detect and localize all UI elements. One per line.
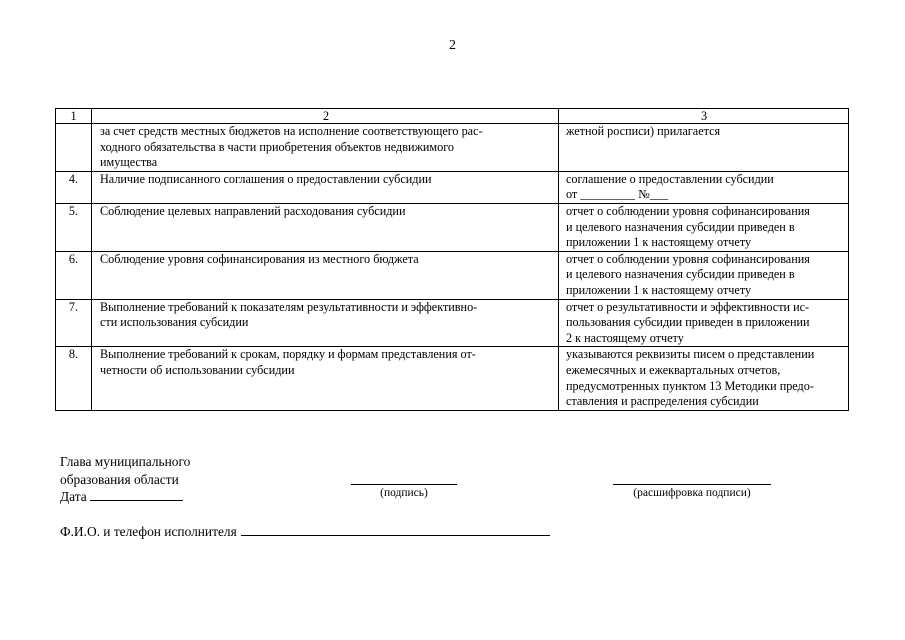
table-row	[56, 203, 849, 251]
date-field[interactable]	[90, 487, 183, 501]
requirement-text-line: Выполнение требований к срокам, порядку и формам представления от-	[100, 347, 476, 362]
document-text-line: указываются реквизиты писем о представлении	[566, 347, 815, 362]
document-text-line: приложении 1 к настоящему отчету	[566, 235, 752, 250]
requirement-text-line: Соблюдение уровня софинансирования из местного бюджета	[100, 251, 419, 266]
requirement-cell	[92, 347, 559, 410]
document-text-line: и целевого назначения субсидии приведен в	[566, 267, 795, 282]
document-cell	[559, 124, 849, 172]
requirement-cell	[92, 124, 559, 172]
document-text-line: приложении 1 к настоящему отчету	[566, 282, 752, 297]
header-cell-3: 3	[559, 109, 849, 124]
requirement-cell	[92, 203, 559, 251]
signature-decoding-caption: (расшифровка подписи)	[633, 487, 751, 499]
document-text-line: и целевого назначения субсидии приведен в	[566, 219, 795, 234]
document-cell	[559, 299, 849, 347]
table-row	[56, 347, 849, 410]
requirement-cell	[92, 299, 559, 347]
row-number-cell	[56, 124, 92, 172]
requirement-text-line: Соблюдение целевых направлений расходования субсидии	[100, 203, 406, 218]
document-cell	[559, 347, 849, 410]
row-number-cell: 6.	[56, 251, 92, 299]
table-row	[56, 251, 849, 299]
document-text-line: отчет о соблюдении уровня софинансирования	[566, 251, 810, 266]
executor-field[interactable]	[241, 522, 550, 536]
requirement-text-line: Наличие подписанного соглашения о предоставлении субсидии	[100, 171, 432, 186]
row-number-cell: 4.	[56, 171, 92, 203]
date-row	[60, 487, 183, 506]
document-text-line: отчет о результативности и эффективности ис-	[566, 299, 810, 314]
document-cell	[559, 171, 849, 203]
requirement-text-line: сти использования субсидии	[100, 315, 249, 330]
table-header-row	[56, 109, 849, 124]
row-number-cell: 5.	[56, 203, 92, 251]
document-text-line: 2 к настоящему отчету	[566, 330, 684, 345]
page-number: 2	[449, 38, 456, 53]
document-text-line: отчет о соблюдении уровня софинансирования	[566, 203, 810, 218]
table-row	[56, 299, 849, 347]
document-text-line: от _________ №___	[566, 187, 669, 202]
document-text-line: соглашение о предоставлении субсидии	[566, 171, 774, 186]
report-table	[55, 108, 849, 411]
executor-label: Ф.И.О. и телефон исполнителя	[60, 524, 237, 539]
requirement-text-line: ходного обязательства в части приобретения объектов недвижимого	[100, 139, 455, 154]
document-text-line: пользования субсидии приведен в приложении	[566, 315, 810, 330]
requirement-text-line: Выполнение требований к показателям результативности и эффективно-	[100, 299, 478, 314]
requirement-text-line: четности об использовании субсидии	[100, 362, 295, 377]
document-text-line: ставления и распределения субсидии	[566, 394, 759, 409]
document-text-line: жетной росписи) прилагается	[566, 124, 721, 138]
executor-row	[60, 522, 550, 540]
document-text-line: предусмотренных пунктом 13 Методики предо-	[566, 378, 814, 393]
requirement-text-line: имущества	[100, 155, 158, 170]
header-cell-1: 1	[56, 109, 92, 124]
signature-line[interactable]	[351, 484, 457, 485]
document-cell	[559, 203, 849, 251]
header-cell-2: 2	[92, 109, 559, 124]
row-number-cell: 8.	[56, 347, 92, 410]
document-text-line: ежемесячных и ежеквартальных отчетов,	[566, 362, 781, 377]
table-row	[56, 171, 849, 203]
document-cell	[559, 251, 849, 299]
signature-caption: (подпись)	[380, 487, 428, 499]
head-title-line-1: Глава муниципального	[60, 454, 191, 469]
requirement-cell	[92, 251, 559, 299]
requirement-cell	[92, 171, 559, 203]
table-row	[56, 124, 849, 172]
head-title-line-2: образования области	[60, 472, 179, 487]
row-number-cell: 7.	[56, 299, 92, 347]
date-label: Дата	[60, 489, 87, 504]
signature-decoding-line[interactable]	[613, 484, 771, 485]
requirement-text-line: за счет средств местных бюджетов на исполнение соответствующего рас-	[100, 124, 483, 138]
